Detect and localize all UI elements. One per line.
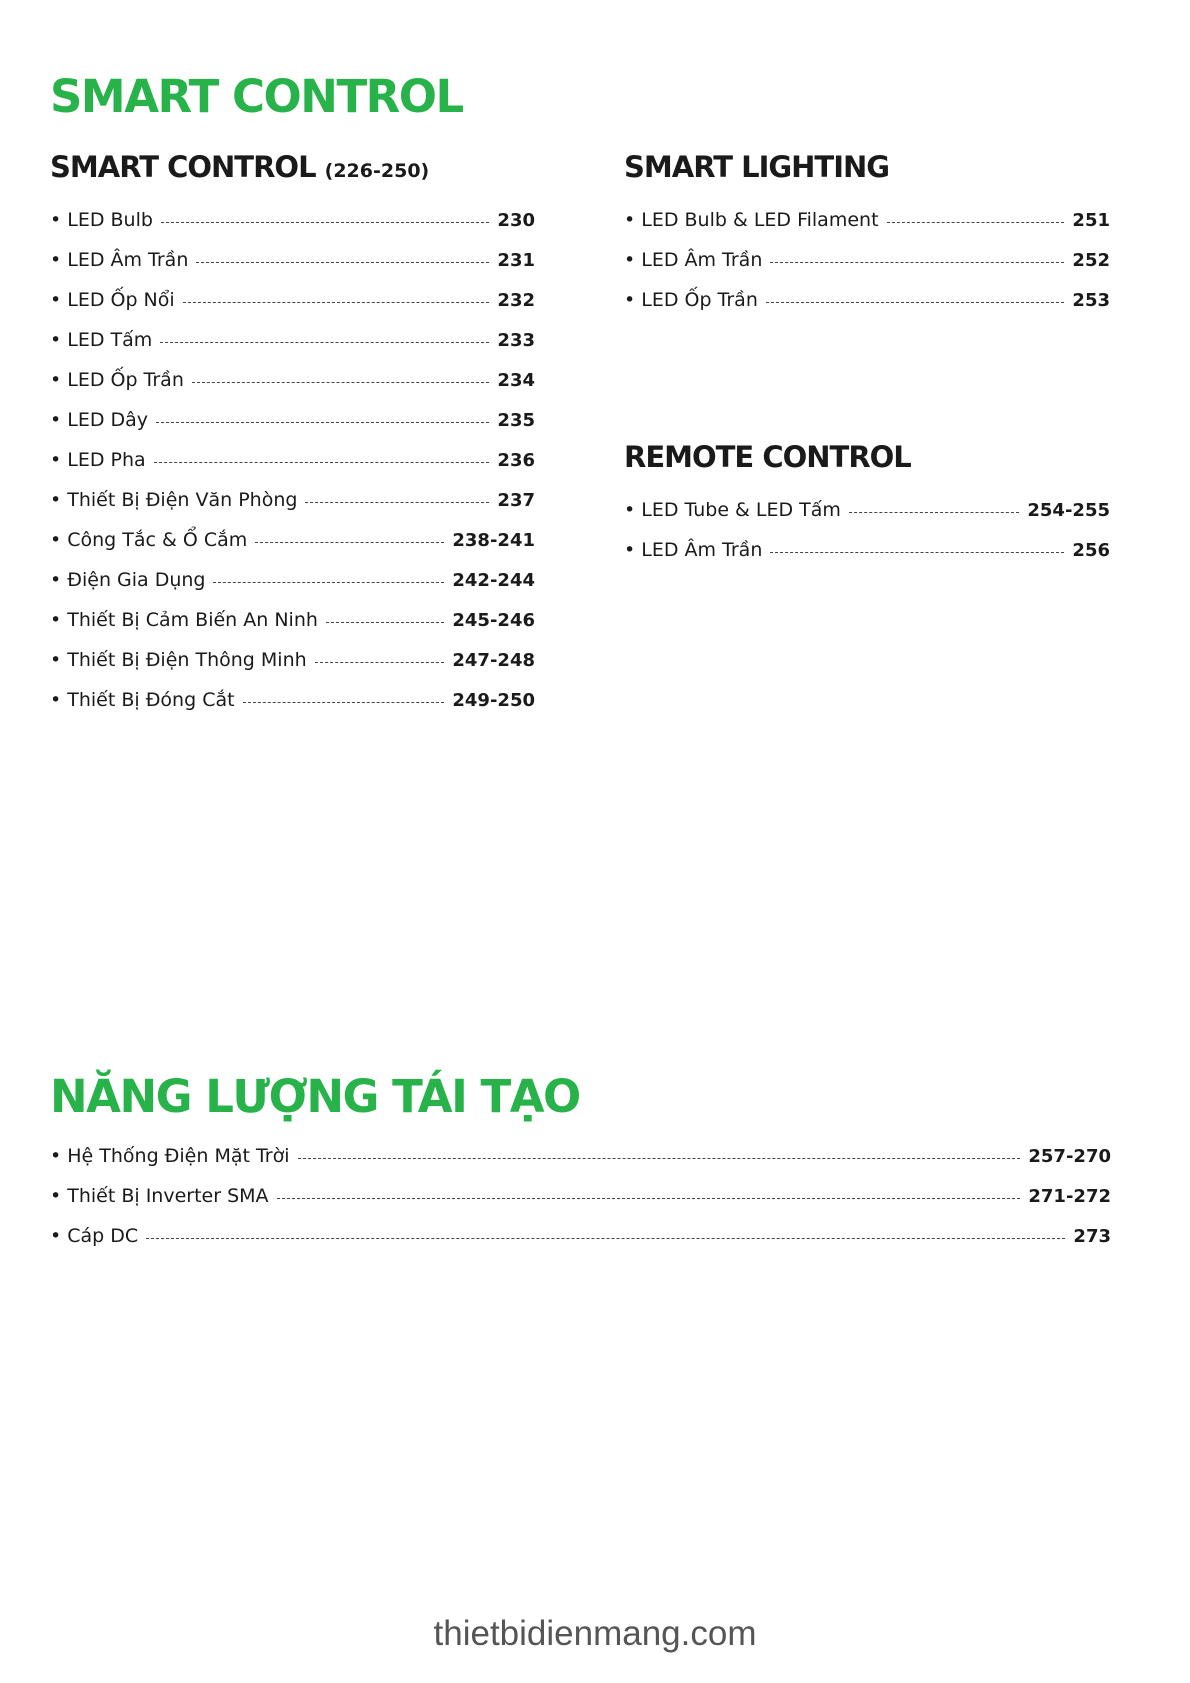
toc-entry-page-number: 252	[1072, 249, 1110, 271]
dashed-leader-line	[770, 552, 1064, 553]
toc-entry[interactable]	[50, 520, 535, 560]
toc-entry[interactable]	[50, 600, 535, 640]
toc-entry-page-number: 254-255	[1027, 499, 1110, 521]
toc-entry-page-number: 247-248	[452, 649, 535, 671]
toc-entry-label: • LED Bulb & LED Filament	[624, 209, 879, 231]
toc-entry-label: • Thiết Bị Điện Văn Phòng	[50, 489, 298, 511]
smart-lighting-list	[624, 200, 1110, 320]
toc-entry[interactable]	[50, 480, 535, 520]
toc-entry-page-number: 232	[497, 289, 535, 311]
toc-entry-label: • LED Tube & LED Tấm	[624, 499, 841, 521]
toc-entry-page-number: 245-246	[452, 609, 535, 631]
toc-entry-label: • Thiết Bị Điện Thông Minh	[50, 649, 307, 671]
renewable-energy-list	[50, 1136, 1111, 1256]
toc-entry[interactable]	[50, 320, 535, 360]
toc-entry-page-number: 257-270	[1028, 1145, 1111, 1167]
toc-entry[interactable]	[624, 200, 1110, 240]
dashed-leader-line	[183, 302, 490, 303]
dashed-leader-line	[161, 222, 489, 223]
toc-entry-page-number: 237	[497, 489, 535, 511]
toc-entry-label: • LED Dây	[50, 409, 149, 431]
toc-entry-label: • LED Ốp Trần	[624, 289, 758, 311]
smart-control-subtitle	[50, 150, 429, 184]
dashed-leader-line	[277, 1198, 1021, 1199]
toc-entry-page-number: 235	[497, 409, 535, 431]
toc-entry-page-number: 251	[1072, 209, 1110, 231]
dashed-leader-line	[887, 222, 1065, 223]
toc-entry[interactable]	[50, 400, 535, 440]
toc-entry-label: • Công Tắc & Ổ Cắm	[50, 529, 248, 551]
toc-entry-page-number: 230	[497, 209, 535, 231]
toc-entry-label: • Thiết Bị Cảm Biến An Ninh	[50, 609, 318, 631]
toc-entry[interactable]	[624, 240, 1110, 280]
smart-control-main-title: SMART CONTROL	[50, 70, 463, 123]
toc-entry[interactable]	[624, 530, 1110, 570]
dashed-leader-line	[146, 1238, 1065, 1239]
dashed-leader-line	[766, 302, 1065, 303]
toc-entry[interactable]	[50, 360, 535, 400]
toc-entry[interactable]	[50, 560, 535, 600]
toc-entry-page-number: 236	[497, 449, 535, 471]
remote-control-subtitle: REMOTE CONTROL	[624, 440, 911, 474]
dashed-leader-line	[305, 502, 489, 503]
toc-entry-label: • Điện Gia Dụng	[50, 569, 206, 591]
dashed-leader-line	[160, 342, 489, 343]
toc-entry-label: • LED Âm Trần	[624, 249, 763, 271]
toc-entry-page-number: 273	[1073, 1225, 1111, 1247]
dashed-leader-line	[196, 262, 489, 263]
toc-entry-label: • LED Ốp Trần	[50, 369, 184, 391]
toc-entry-page-number: 231	[497, 249, 535, 271]
smart-control-list	[50, 200, 535, 720]
toc-entry[interactable]	[50, 680, 535, 720]
toc-entry-label: • LED Tấm	[50, 329, 153, 351]
toc-entry[interactable]	[50, 640, 535, 680]
toc-entry-page-number: 253	[1072, 289, 1110, 311]
toc-entry[interactable]	[50, 1136, 1111, 1176]
footer-website[interactable]: thietbidienmang.com	[433, 1614, 757, 1653]
toc-entry-label: • LED Âm Trần	[50, 249, 189, 271]
toc-entry-page-number: 256	[1072, 539, 1110, 561]
toc-entry[interactable]	[50, 240, 535, 280]
dashed-leader-line	[243, 702, 445, 703]
dashed-leader-line	[326, 622, 444, 623]
smart-control-range: (226-250)	[324, 160, 430, 182]
dashed-leader-line	[770, 262, 1064, 263]
renewable-energy-title: NĂNG LƯỢNG TÁI TẠO	[50, 1070, 580, 1123]
dashed-leader-line	[315, 662, 445, 663]
toc-entry-page-number: 233	[497, 329, 535, 351]
smart-control-subtitle-text: SMART CONTROL	[50, 150, 316, 184]
toc-entry-label: • LED Ốp Nổi	[50, 289, 175, 311]
toc-entry-label: • Cáp DC	[50, 1225, 139, 1247]
toc-entry[interactable]	[624, 490, 1110, 530]
toc-entry[interactable]	[50, 1216, 1111, 1256]
dashed-leader-line	[192, 382, 490, 383]
toc-entry-label: • Hệ Thống Điện Mặt Trời	[50, 1145, 290, 1167]
dashed-leader-line	[255, 542, 444, 543]
toc-entry[interactable]	[50, 200, 535, 240]
toc-entry-label: • Thiết Bị Inverter SMA	[50, 1185, 269, 1207]
dashed-leader-line	[156, 422, 489, 423]
dashed-leader-line	[298, 1158, 1021, 1159]
smart-lighting-subtitle: SMART LIGHTING	[624, 150, 890, 184]
toc-entry[interactable]	[50, 440, 535, 480]
toc-entry-label: • LED Bulb	[50, 209, 153, 231]
toc-entry-page-number: 234	[497, 369, 535, 391]
dashed-leader-line	[213, 582, 444, 583]
toc-entry-page-number: 249-250	[452, 689, 535, 711]
remote-control-list	[624, 490, 1110, 570]
toc-entry[interactable]	[50, 280, 535, 320]
toc-entry-page-number: 242-244	[452, 569, 535, 591]
toc-entry-page-number: 238-241	[452, 529, 535, 551]
toc-entry-label: • LED Pha	[50, 449, 146, 471]
toc-entry-label: • LED Âm Trần	[624, 539, 763, 561]
dashed-leader-line	[849, 512, 1019, 513]
toc-entry-page-number: 271-272	[1028, 1185, 1111, 1207]
dashed-leader-line	[154, 462, 490, 463]
toc-entry[interactable]	[50, 1176, 1111, 1216]
toc-entry[interactable]	[624, 280, 1110, 320]
toc-entry-label: • Thiết Bị Đóng Cắt	[50, 689, 235, 711]
